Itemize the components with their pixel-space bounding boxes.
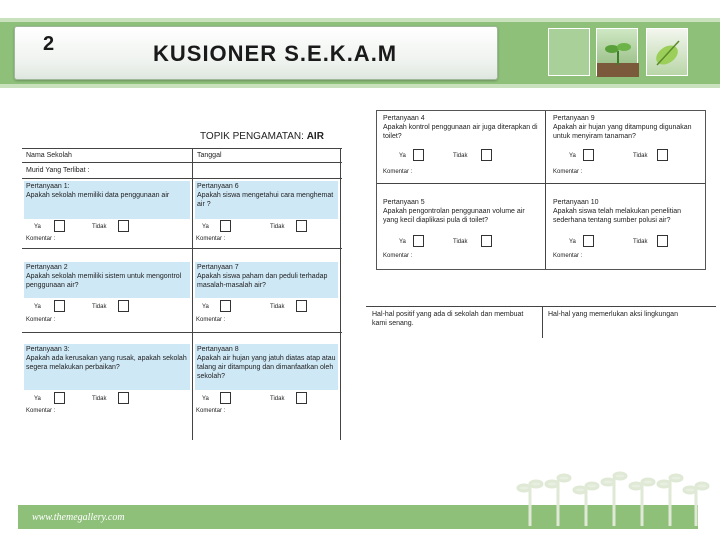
slide-number: 2 bbox=[43, 33, 55, 55]
no-label: Tidak bbox=[92, 396, 107, 402]
question-4-box bbox=[381, 113, 543, 147]
no-label: Tidak bbox=[92, 304, 107, 310]
yes-checkbox[interactable] bbox=[583, 235, 594, 247]
question-9-text: Apakah air hujan yang ditampung digunakan untuk menyiram tanaman? bbox=[553, 124, 692, 140]
question-3-text: Apakah ada kerusakan yang rusak, apakah sekolah segera melakukan perbaikan? bbox=[26, 355, 187, 371]
yes-checkbox[interactable] bbox=[220, 392, 231, 404]
question-6-title: Pertanyaan 6 bbox=[197, 183, 239, 190]
decorative-tile bbox=[548, 28, 590, 76]
question-1-title: Pertanyaan 1: bbox=[26, 183, 70, 190]
comment-label: Komentar : bbox=[196, 317, 226, 323]
no-checkbox[interactable] bbox=[296, 392, 307, 404]
comment-label: Komentar : bbox=[26, 408, 56, 414]
date-label: Tanggal bbox=[197, 152, 222, 159]
observations-section bbox=[366, 306, 716, 338]
question-4-text: Apakah kontrol penggunaan air juga diterapkan di toilet? bbox=[383, 124, 538, 140]
yes-label: Ya bbox=[399, 153, 406, 159]
footer-url[interactable]: www.themegallery.com bbox=[32, 512, 125, 523]
yes-label: Ya bbox=[569, 239, 576, 245]
question-10-title: Pertanyaan 10 bbox=[553, 199, 599, 206]
comment-label: Komentar : bbox=[196, 408, 226, 414]
no-label: Tidak bbox=[92, 224, 107, 230]
topic-title bbox=[200, 131, 324, 142]
comment-label: Komentar : bbox=[26, 236, 56, 242]
no-checkbox[interactable] bbox=[481, 149, 492, 161]
question-8-title: Pertanyaan 8 bbox=[197, 346, 239, 353]
no-checkbox[interactable] bbox=[118, 220, 129, 232]
question-7-title: Pertanyaan 7 bbox=[197, 264, 239, 271]
plants-decoration-icon bbox=[510, 466, 710, 526]
yes-checkbox[interactable] bbox=[54, 392, 65, 404]
yes-label: Ya bbox=[202, 224, 209, 230]
yes-checkbox[interactable] bbox=[583, 149, 594, 161]
question-5-text: Apakah pengontrolan penggunaan volume air yang kecil diaplikasi pula di toilet? bbox=[383, 208, 525, 224]
no-checkbox[interactable] bbox=[118, 300, 129, 312]
no-label: Tidak bbox=[453, 239, 468, 245]
question-3-box bbox=[24, 344, 190, 390]
yes-checkbox[interactable] bbox=[220, 300, 231, 312]
leaf-photo-tile bbox=[646, 28, 688, 76]
comment-label: Komentar : bbox=[553, 169, 583, 175]
question-2-box bbox=[24, 262, 190, 298]
question-5-box bbox=[381, 197, 543, 231]
no-label: Tidak bbox=[633, 153, 648, 159]
question-2-title: Pertanyaan 2 bbox=[26, 264, 68, 271]
no-checkbox[interactable] bbox=[296, 300, 307, 312]
yes-label: Ya bbox=[34, 224, 41, 230]
yes-label: Ya bbox=[34, 396, 41, 402]
no-checkbox[interactable] bbox=[657, 149, 668, 161]
questionnaire-left-form bbox=[22, 128, 342, 440]
question-9-title: Pertanyaan 9 bbox=[553, 115, 595, 122]
leaf-icon bbox=[647, 29, 689, 77]
action-needed-notes: Hal-hal yang memerlukan aksi lingkungan bbox=[548, 311, 678, 318]
yes-label: Ya bbox=[202, 396, 209, 402]
no-label: Tidak bbox=[270, 304, 285, 310]
no-checkbox[interactable] bbox=[481, 235, 492, 247]
question-3-title: Pertanyaan 3: bbox=[26, 346, 70, 353]
yes-label: Ya bbox=[202, 304, 209, 310]
school-name-label: Nama Sekolah bbox=[26, 152, 72, 159]
yes-checkbox[interactable] bbox=[220, 220, 231, 232]
comment-label: Komentar : bbox=[196, 236, 226, 242]
seedling-icon bbox=[597, 29, 639, 77]
yes-label: Ya bbox=[569, 153, 576, 159]
no-checkbox[interactable] bbox=[657, 235, 668, 247]
question-2-text: Apakah sekolah memiliki sistem untuk mengontrol penggunaan air? bbox=[26, 273, 182, 289]
comment-label: Komentar : bbox=[383, 253, 413, 259]
no-label: Tidak bbox=[270, 224, 285, 230]
yes-label: Ya bbox=[399, 239, 406, 245]
seedling-photo-tile bbox=[596, 28, 638, 76]
comment-label: Komentar : bbox=[553, 253, 583, 259]
question-6-box bbox=[195, 181, 338, 219]
question-1-box bbox=[24, 181, 190, 219]
no-label: Tidak bbox=[633, 239, 648, 245]
title-box bbox=[14, 26, 498, 80]
yes-checkbox[interactable] bbox=[413, 235, 424, 247]
no-checkbox[interactable] bbox=[118, 392, 129, 404]
question-6-text: Apakah siswa mengetahui cara menghemat air ? bbox=[197, 192, 334, 208]
topic-prefix: TOPIK PENGAMATAN: bbox=[200, 131, 304, 142]
positive-notes: Hal-hal positif yang ada di sekolah dan membuat kami senang. bbox=[372, 311, 524, 327]
header-strip bbox=[0, 84, 720, 88]
questionnaire-right-form bbox=[376, 110, 706, 270]
no-label: Tidak bbox=[270, 396, 285, 402]
comment-label: Komentar : bbox=[383, 169, 413, 175]
header-banner bbox=[0, 0, 720, 92]
question-10-text: Apakah siswa telah melakukan penelitian sederhana tentang sumber polusi air? bbox=[553, 208, 682, 224]
no-checkbox[interactable] bbox=[296, 220, 307, 232]
question-4-title: Pertanyaan 4 bbox=[383, 115, 425, 122]
students-label: Murid Yang Terlibat : bbox=[26, 167, 90, 174]
question-7-text: Apakah siswa paham dan peduli terhadap masalah-masalah air? bbox=[197, 273, 328, 289]
yes-checkbox[interactable] bbox=[54, 220, 65, 232]
question-7-box bbox=[195, 262, 338, 298]
yes-checkbox[interactable] bbox=[54, 300, 65, 312]
no-label: Tidak bbox=[453, 153, 468, 159]
question-8-text: Apakah air hujan yang jatuh diatas atap atau talang air ditampung dan dimanfaatkan oleh sekolah? bbox=[197, 355, 336, 380]
slide-title: KUSIONER S.E.K.A.M bbox=[153, 41, 398, 66]
question-8-box bbox=[195, 344, 338, 390]
yes-checkbox[interactable] bbox=[413, 149, 424, 161]
yes-label: Ya bbox=[34, 304, 41, 310]
topic-name: AIR bbox=[306, 131, 324, 142]
question-1-text: Apakah sekolah memiliki data penggunaan air bbox=[26, 192, 170, 199]
comment-label: Komentar : bbox=[26, 317, 56, 323]
question-9-box bbox=[551, 113, 703, 147]
question-10-box bbox=[551, 197, 703, 231]
question-5-title: Pertanyaan 5 bbox=[383, 199, 425, 206]
